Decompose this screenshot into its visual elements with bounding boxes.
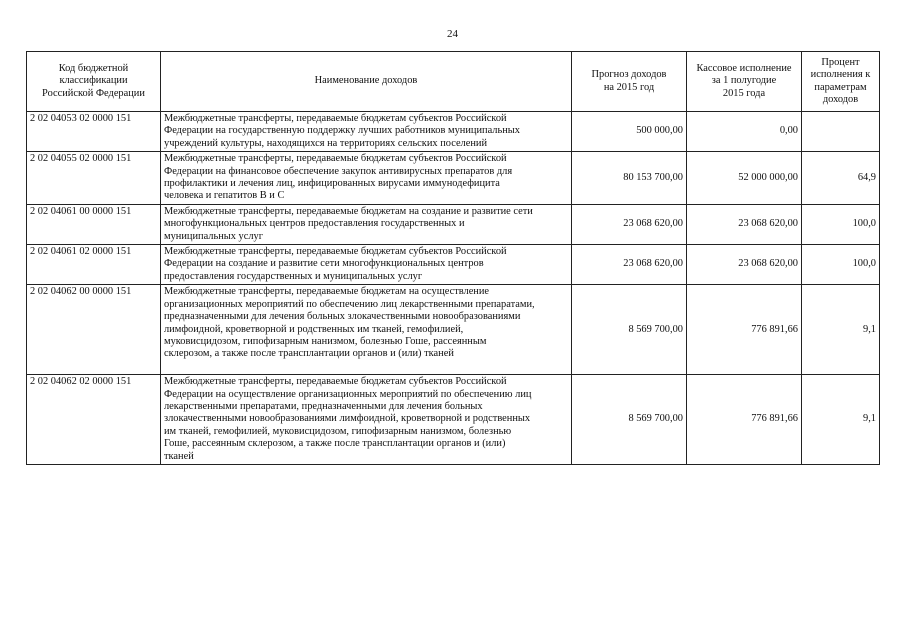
table-row [27,112,880,152]
row-name [161,112,572,152]
row-percent [802,112,880,152]
row-name-line: Межбюджетные трансферты, передаваемые бюджетам субъектов Российской [164,153,507,165]
row-name [161,245,572,285]
header-percent-line: параметрам [814,81,867,93]
row-name-line: Гоше, рассеянным склерозом, а также после трансплантации органов и (или) [164,438,506,450]
table-header-row [27,52,880,112]
row-forecast: 23 068 620,00 [572,204,687,244]
row-name-line: муниципальных услуг [164,230,263,242]
header-forecast [572,52,687,112]
row-name [161,204,572,244]
row-code: 2 02 04055 02 0000 151 [27,152,161,205]
row-name-line: предоставления государственных и муниципальных услуг [164,270,423,282]
row-forecast: 8 569 700,00 [572,285,687,375]
row-percent: 9,1 [802,375,880,465]
row-code: 2 02 04062 00 0000 151 [27,285,161,375]
row-cash: 23 068 620,00 [687,204,802,244]
row-name-line: муковисцидозом, гипофизарным нанизмом, болезнью Гоше, рассеянным [164,335,487,347]
row-name-line: Межбюджетные трансферты, передаваемые бюджетам на осуществление [164,286,490,298]
header-name [161,52,572,112]
row-forecast: 8 569 700,00 [572,375,687,465]
row-code: 2 02 04061 00 0000 151 [27,204,161,244]
row-name-line: Межбюджетные трансферты, передаваемые бюджетам на создание и развитие сети [164,205,533,217]
header-cash-line: 2015 года [722,87,766,99]
row-name-line: Федерации на осуществление организационных мероприятий по обеспечению лиц [164,388,532,400]
header-code-line: Код бюджетной [58,62,129,74]
row-name-line: многофункциональных центров предоставления государственных и [164,218,465,230]
header-percent-line: Процент [821,56,860,68]
revenue-table [26,51,880,465]
table-row [27,245,880,285]
table-row [27,285,880,375]
row-name-line: предназначенными для лечения больных злокачественными новообразованиями [164,311,521,323]
row-code: 2 02 04053 02 0000 151 [27,112,161,152]
row-name-line: Федерации на создание и развитие сети многофункциональных центров [164,258,484,270]
row-code: 2 02 04061 02 0000 151 [27,245,161,285]
row-name [161,375,572,465]
row-name-line [164,361,568,373]
row-name [161,285,572,375]
row-name-line: Федерации на финансовое обеспечение закупок антивирусных препаратов для [164,165,513,177]
header-percent-line: исполнения к [810,69,871,81]
row-name-line: учреждений культуры, находящихся на территориях сельских поселений [164,137,488,149]
row-name-line: злокачественными новообразованиями лимфоидной, кроветворной и родственных [164,413,531,425]
row-name-line: Межбюджетные трансферты, передаваемые бюджетам субъектов Российской [164,376,507,388]
header-forecast-line: Прогноз доходов [591,69,667,81]
row-name-line: лекарственными препаратами, предназначенными для лечения больных [164,400,483,412]
row-forecast: 80 153 700,00 [572,152,687,205]
row-cash: 776 891,66 [687,285,802,375]
row-name-line: склерозом, а также после трансплантации органов и (или) тканей [164,348,454,360]
row-percent: 64,9 [802,152,880,205]
row-name-line: им тканей, гемофилией, муковисцидозом, гипофизарным нанизмом, болезнью [164,425,512,437]
row-name-line: профилактики и лечения лиц, инфицированных вирусами иммунодефицита [164,178,500,190]
header-code-line: классификации [59,75,128,87]
row-name-line: тканей [164,450,194,462]
row-name-line: человека и гепатитов В и С [164,190,285,202]
table-row [27,375,880,465]
row-percent: 9,1 [802,285,880,375]
row-percent: 100,0 [802,204,880,244]
row-forecast: 23 068 620,00 [572,245,687,285]
row-name-line: лимфоидной, кроветворной и родственных им тканей, гемофилией, [164,323,464,335]
header-code [27,52,161,112]
row-cash: 23 068 620,00 [687,245,802,285]
header-percent-line: доходов [822,93,859,105]
row-cash: 52 000 000,00 [687,152,802,205]
table-row [27,204,880,244]
row-cash: 0,00 [687,112,802,152]
header-code-line: Российской Федерации [42,87,145,99]
page-number: 24 [447,28,458,40]
table-row [27,152,880,205]
header-forecast-line: на 2015 год [603,81,655,93]
row-name-line: Межбюджетные трансферты, передаваемые бюджетам субъектов Российской [164,113,507,124]
header-name-line: Наименование доходов [314,75,418,87]
row-forecast: 500 000,00 [572,112,687,152]
row-name [161,152,572,205]
row-cash: 776 891,66 [687,375,802,465]
row-name-line: Межбюджетные трансферты, передаваемые бюджетам субъектов Российской [164,246,507,258]
row-name-line: Федерации на государственную поддержку лучших работников муниципальных [164,125,520,137]
header-cash [687,52,802,112]
row-percent: 100,0 [802,245,880,285]
header-percent [802,52,880,112]
row-name-line: организационных мероприятий по обеспечению лиц лекарственными препаратами, [164,298,535,310]
header-cash-line: Кассовое исполнение [696,62,792,74]
header-cash-line: за 1 полугодие [711,75,777,87]
row-code: 2 02 04062 02 0000 151 [27,375,161,465]
